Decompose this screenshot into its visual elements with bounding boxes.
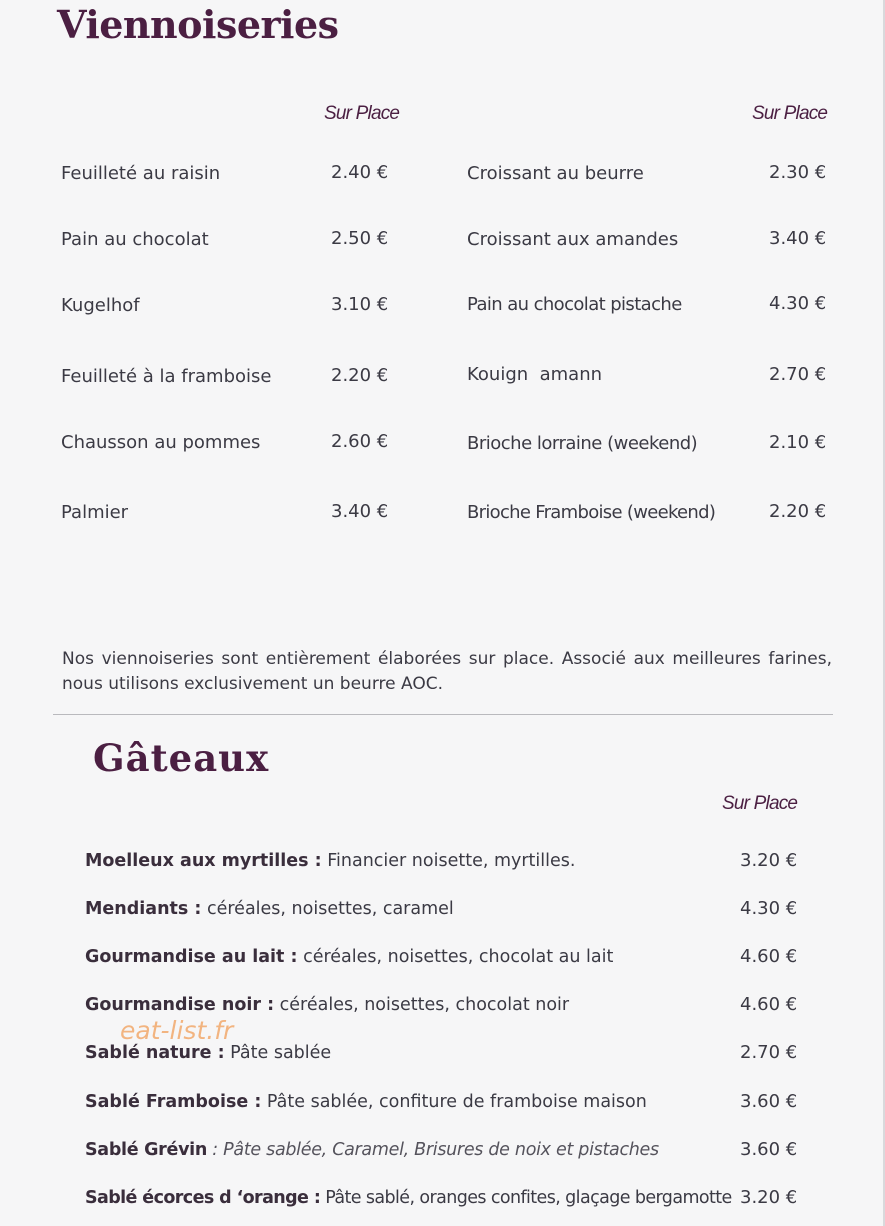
gateau-name: Moelleux aux myrtilles : bbox=[85, 851, 322, 871]
gateau-row bbox=[85, 1188, 732, 1208]
gateau-row bbox=[85, 1092, 647, 1112]
menu-item-price: 2.10 € bbox=[769, 432, 827, 453]
menu-item-price: 2.20 € bbox=[769, 501, 827, 522]
section-divider bbox=[53, 714, 833, 715]
sur-place-header-right: Sur Place bbox=[752, 103, 828, 124]
menu-item-price: 3.10 € bbox=[331, 294, 389, 315]
gateau-price: 3.60 € bbox=[740, 1091, 798, 1112]
gateau-row bbox=[85, 1140, 659, 1160]
gateau-desc: Pâte sablé, oranges confites, glaçage bergamotte bbox=[320, 1188, 732, 1208]
menu-item-name: Croissant au beurre bbox=[467, 163, 644, 184]
gateaux-title: Gâteaux bbox=[93, 736, 270, 780]
gateau-price: 3.60 € bbox=[740, 1139, 798, 1160]
gateau-row bbox=[85, 995, 569, 1015]
menu-item-name: Chausson au pommes bbox=[61, 432, 261, 453]
menu-item-price: 3.40 € bbox=[331, 501, 389, 522]
gateau-name: Sablé écorces d ‘orange : bbox=[85, 1188, 321, 1208]
menu-item-price: 2.20 € bbox=[331, 365, 389, 386]
gateau-name: Mendiants : bbox=[85, 899, 202, 919]
menu-item-price: 2.70 € bbox=[769, 364, 827, 385]
menu-item-name: Kouign amann bbox=[467, 364, 603, 385]
gateau-row bbox=[85, 1043, 331, 1063]
menu-item-name: Pain au chocolat pistache bbox=[467, 294, 682, 315]
menu-item-name: Feuilleté au raisin bbox=[61, 163, 221, 184]
gateau-price: 3.20 € bbox=[740, 1187, 798, 1208]
gateau-name: Sablé nature : bbox=[85, 1043, 225, 1063]
menu-item-price: 2.40 € bbox=[331, 162, 389, 183]
gateau-name: Sablé Framboise : bbox=[85, 1092, 262, 1112]
gateau-name: Gourmandise au lait : bbox=[85, 947, 298, 967]
gateau-desc: céréales, noisettes, chocolat noir bbox=[274, 995, 570, 1015]
gateau-desc: Pâte sablée, confiture de framboise maison bbox=[261, 1092, 647, 1112]
menu-item-name: Kugelhof bbox=[61, 295, 140, 316]
gateau-desc: : Pâte sablée, Caramel, Brisures de noix et pistaches bbox=[207, 1140, 659, 1160]
menu-item-name: Palmier bbox=[61, 502, 129, 523]
gateau-desc: céréales, noisettes, chocolat au lait bbox=[297, 947, 614, 967]
menu-item-name: Brioche Framboise (weekend) bbox=[467, 502, 716, 523]
gateau-row bbox=[85, 851, 575, 871]
gateau-desc: Financier noisette, myrtilles. bbox=[321, 851, 576, 871]
gateau-price: 4.60 € bbox=[740, 946, 798, 967]
viennoiseries-title: Viennoiseries bbox=[57, 2, 339, 47]
menu-item-price: 3.40 € bbox=[769, 228, 827, 249]
gateau-name: Sablé Grévin bbox=[85, 1140, 208, 1160]
menu-item-price: 2.50 € bbox=[331, 228, 389, 249]
viennoiseries-note: Nos viennoiseries sont entièrement élaborées sur place. Associé aux meilleures farines, nous utilisons exclusivement un beurre AOC. bbox=[62, 649, 832, 694]
menu-item-name: Feuilleté à la framboise bbox=[61, 366, 272, 387]
menu-item-price: 2.60 € bbox=[331, 431, 389, 452]
gateau-desc: céréales, noisettes, caramel bbox=[201, 899, 454, 919]
gateau-desc: Pâte sablée bbox=[224, 1043, 332, 1063]
gateau-name: Gourmandise noir : bbox=[85, 995, 275, 1015]
gateau-row bbox=[85, 947, 613, 967]
menu-item-price: 2.30 € bbox=[769, 162, 827, 183]
menu-item-name: Croissant aux amandes bbox=[467, 229, 679, 250]
menu-item-name: Pain au chocolat bbox=[61, 229, 209, 250]
gateau-price: 4.30 € bbox=[740, 898, 798, 919]
gateau-row bbox=[85, 899, 454, 919]
gateau-price: 3.20 € bbox=[740, 850, 798, 871]
sur-place-header-left: Sur Place bbox=[324, 103, 400, 124]
watermark: eat-list.fr bbox=[120, 1016, 234, 1045]
menu-item-price: 4.30 € bbox=[769, 293, 827, 314]
gateau-price: 4.60 € bbox=[740, 994, 798, 1015]
sur-place-header: Sur Place bbox=[722, 793, 798, 814]
menu-item-name: Brioche lorraine (weekend) bbox=[467, 433, 698, 454]
gateau-price: 2.70 € bbox=[740, 1042, 798, 1063]
